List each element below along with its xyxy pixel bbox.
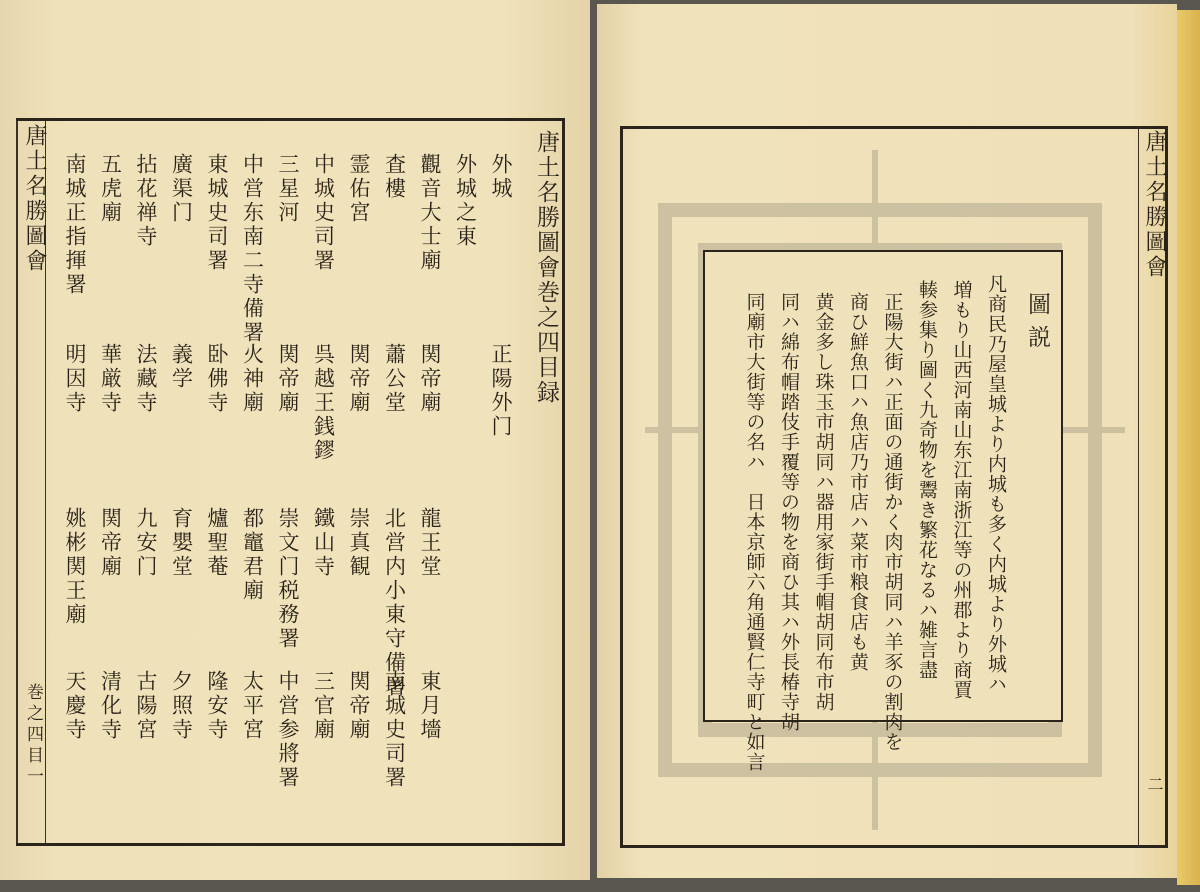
contents-entry: 夕照寺 — [169, 670, 194, 742]
contents-entry: 東月墻 — [418, 670, 442, 742]
explanation-column: 同廟市大街等の名ハ 日本京師六角通賢仁寺町と如言 — [743, 292, 766, 772]
left-page — [0, 0, 590, 880]
contents-entry: 三官廟 — [311, 670, 336, 742]
contents-entry: 清化寺 — [98, 670, 123, 742]
contents-entry: 火神廟 — [240, 343, 265, 415]
contents-entry: 関帝廟 — [347, 343, 371, 415]
contents-entry: 義学 — [169, 343, 194, 391]
contents-entry: 卧佛寺 — [205, 343, 229, 415]
contents-entry: 関帝廟 — [418, 343, 442, 415]
right-spine-title: 唐土名勝圖會 — [1142, 130, 1167, 280]
contents-entry: 北営内小東守備署 — [382, 507, 407, 699]
contents-entry: 外城 — [489, 153, 513, 201]
contents-entry: 廣渠门 — [169, 153, 194, 225]
explanation-column: 輳参集り圖く九奇物を鬻き繁花なるハ雑言盡 — [916, 280, 938, 680]
contents-heading: 唐土名勝圖會巻之四目録 — [533, 130, 559, 405]
contents-entry: 都竈君廟 — [240, 507, 265, 603]
explanation-column: 商ひ鮮魚口ハ魚店乃市店ハ菜市粮食店も黄 — [847, 292, 869, 672]
contents-entry: 三星河 — [276, 153, 300, 225]
contents-entry: 隆安寺 — [205, 670, 229, 742]
left-spine-title: 唐土名勝圖會 — [22, 124, 47, 274]
contents-entry: 明因寺 — [63, 343, 87, 415]
left-spine-volume: 巻之四目一 — [23, 683, 43, 788]
explanation-column: 凡商民乃屋皇城より内城も多く内城より外城ハ — [985, 274, 1007, 694]
right-spine-strip — [1138, 126, 1167, 848]
book-edge — [1177, 10, 1200, 885]
contents-entry: 関帝廟 — [347, 670, 371, 742]
contents-entry: 査樓 — [382, 153, 407, 201]
explanation-column: 増もり山西河南山东江南浙江等の州郡より商賈 — [950, 280, 973, 700]
contents-entry: 関帝廟 — [98, 507, 123, 579]
explanation-title: 圖説 — [1024, 292, 1050, 358]
contents-entry: 龍王堂 — [418, 507, 442, 579]
contents-entry: 太平宮 — [240, 670, 265, 742]
contents-entry: 中営参將署 — [276, 670, 300, 790]
contents-entry: 外城之東 — [453, 153, 478, 249]
contents-entry: 觀音大士廟 — [418, 153, 442, 273]
right-page-number: 二 — [1145, 776, 1164, 796]
contents-entry: 鐵山寺 — [311, 507, 336, 579]
contents-entry: 南城史司署 — [382, 670, 407, 790]
contents-entry: 南城正指揮署 — [63, 153, 87, 297]
contents-entry: 中城史司署 — [311, 153, 336, 273]
explanation-column: 正陽大街ハ正面の通街かく肉市胡同ハ羊豕の割肉を — [881, 292, 904, 752]
contents-entry: 中営东南二寺備署 — [240, 153, 265, 345]
explanation-column: 同ハ綿布帽踏伎手覆等の物を商ひ其ハ外長椿寺胡 — [778, 292, 800, 732]
contents-entry: 蕭公堂 — [382, 343, 407, 415]
contents-entry: 九安门 — [134, 507, 158, 579]
contents-entry: 東城史司署 — [205, 153, 229, 273]
contents-entry: 育嬰堂 — [169, 507, 194, 579]
contents-entry: 姚彬関王廟 — [63, 507, 87, 627]
contents-entry: 五虎廟 — [98, 153, 123, 225]
explanation-box — [703, 250, 1063, 772]
contents-entry: 天慶寺 — [63, 670, 87, 742]
contents-entry: 崇文门税務署 — [276, 507, 300, 651]
contents-entry: 崇真観 — [347, 507, 371, 579]
contents-entry: 古陽宮 — [134, 670, 158, 742]
explanation-column: 黄金多し珠玉市胡同ハ器用家街手帽胡同布市胡 — [812, 292, 835, 712]
contents-entry: 正陽外门 — [489, 343, 513, 439]
contents-entry: 霊佑宮 — [347, 153, 371, 225]
contents-entry: 関帝廟 — [276, 343, 300, 415]
contents-entry: 法藏寺 — [134, 343, 158, 415]
contents-entry: 呉越王銭鏐 — [311, 343, 336, 463]
contents-entry: 拈花禅寺 — [134, 153, 158, 249]
contents-entry: 爐聖菴 — [205, 507, 229, 579]
contents-entry: 華厳寺 — [98, 343, 123, 415]
